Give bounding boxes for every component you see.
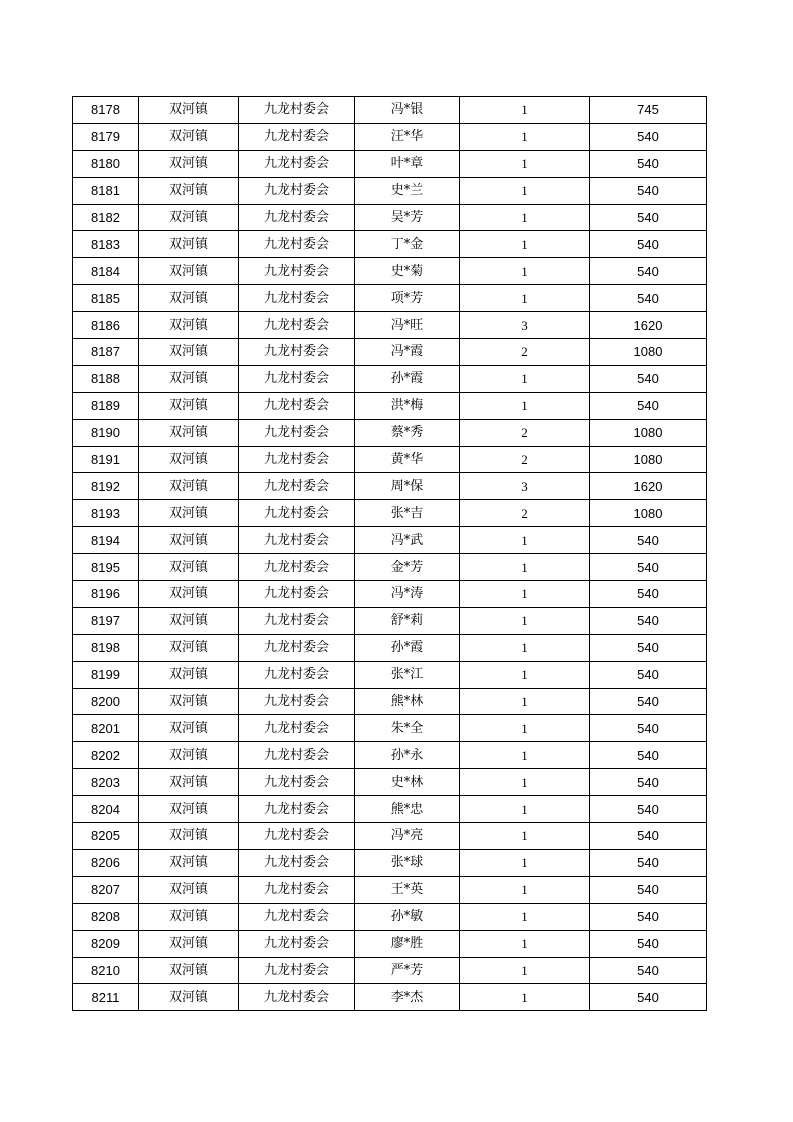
name-cell: 丁*金	[355, 231, 460, 258]
count-cell: 1	[460, 661, 590, 688]
town-cell: 双河镇	[139, 392, 239, 419]
count-cell: 1	[460, 231, 590, 258]
amount-cell: 540	[590, 634, 707, 661]
name-cell: 汪*华	[355, 123, 460, 150]
count-cell: 1	[460, 903, 590, 930]
village-committee-cell: 九龙村委会	[239, 796, 355, 823]
amount-cell: 540	[590, 661, 707, 688]
record-number-cell: 8196	[73, 581, 139, 608]
name-cell: 史*菊	[355, 258, 460, 285]
amount-cell: 540	[590, 823, 707, 850]
amount-cell: 540	[590, 554, 707, 581]
amount-cell: 540	[590, 903, 707, 930]
town-cell: 双河镇	[139, 984, 239, 1011]
count-cell: 1	[460, 365, 590, 392]
amount-cell: 1080	[590, 446, 707, 473]
table-row	[73, 177, 707, 204]
record-number-cell: 8194	[73, 527, 139, 554]
amount-cell: 540	[590, 177, 707, 204]
count-cell: 1	[460, 930, 590, 957]
name-cell: 吴*芳	[355, 204, 460, 231]
table-row	[73, 339, 707, 366]
town-cell: 双河镇	[139, 285, 239, 312]
table-row	[73, 903, 707, 930]
town-cell: 双河镇	[139, 715, 239, 742]
table-row	[73, 661, 707, 688]
record-number-cell: 8190	[73, 419, 139, 446]
amount-cell: 1080	[590, 339, 707, 366]
name-cell: 冯*涛	[355, 581, 460, 608]
count-cell: 1	[460, 150, 590, 177]
roster-table	[72, 96, 707, 1011]
table-row	[73, 849, 707, 876]
town-cell: 双河镇	[139, 150, 239, 177]
village-committee-cell: 九龙村委会	[239, 903, 355, 930]
count-cell: 1	[460, 177, 590, 204]
amount-cell: 540	[590, 285, 707, 312]
count-cell: 1	[460, 581, 590, 608]
village-committee-cell: 九龙村委会	[239, 123, 355, 150]
count-cell: 1	[460, 204, 590, 231]
table-row	[73, 285, 707, 312]
village-committee-cell: 九龙村委会	[239, 849, 355, 876]
record-number-cell: 8181	[73, 177, 139, 204]
count-cell: 1	[460, 258, 590, 285]
record-number-cell: 8208	[73, 903, 139, 930]
amount-cell: 540	[590, 715, 707, 742]
record-number-cell: 8198	[73, 634, 139, 661]
town-cell: 双河镇	[139, 554, 239, 581]
record-number-cell: 8205	[73, 823, 139, 850]
amount-cell: 540	[590, 849, 707, 876]
count-cell: 1	[460, 392, 590, 419]
record-number-cell: 8199	[73, 661, 139, 688]
town-cell: 双河镇	[139, 446, 239, 473]
town-cell: 双河镇	[139, 607, 239, 634]
town-cell: 双河镇	[139, 312, 239, 339]
record-number-cell: 8184	[73, 258, 139, 285]
record-number-cell: 8200	[73, 688, 139, 715]
village-committee-cell: 九龙村委会	[239, 661, 355, 688]
table-row	[73, 123, 707, 150]
table-row	[73, 500, 707, 527]
record-number-cell: 8179	[73, 123, 139, 150]
village-committee-cell: 九龙村委会	[239, 97, 355, 124]
name-cell: 史*兰	[355, 177, 460, 204]
village-committee-cell: 九龙村委会	[239, 715, 355, 742]
record-number-cell: 8178	[73, 97, 139, 124]
count-cell: 1	[460, 742, 590, 769]
table-row	[73, 876, 707, 903]
amount-cell: 540	[590, 392, 707, 419]
record-number-cell: 8189	[73, 392, 139, 419]
record-number-cell: 8191	[73, 446, 139, 473]
amount-cell: 540	[590, 258, 707, 285]
amount-cell: 1080	[590, 500, 707, 527]
record-number-cell: 8202	[73, 742, 139, 769]
village-committee-cell: 九龙村委会	[239, 607, 355, 634]
town-cell: 双河镇	[139, 849, 239, 876]
village-committee-cell: 九龙村委会	[239, 258, 355, 285]
village-committee-cell: 九龙村委会	[239, 312, 355, 339]
village-committee-cell: 九龙村委会	[239, 823, 355, 850]
amount-cell: 540	[590, 150, 707, 177]
name-cell: 熊*林	[355, 688, 460, 715]
amount-cell: 540	[590, 527, 707, 554]
amount-cell: 1620	[590, 312, 707, 339]
name-cell: 孙*霞	[355, 365, 460, 392]
record-number-cell: 8180	[73, 150, 139, 177]
town-cell: 双河镇	[139, 876, 239, 903]
table-row	[73, 984, 707, 1011]
count-cell: 1	[460, 715, 590, 742]
name-cell: 史*林	[355, 769, 460, 796]
name-cell: 李*杰	[355, 984, 460, 1011]
amount-cell: 540	[590, 365, 707, 392]
village-committee-cell: 九龙村委会	[239, 446, 355, 473]
town-cell: 双河镇	[139, 661, 239, 688]
village-committee-cell: 九龙村委会	[239, 688, 355, 715]
record-number-cell: 8206	[73, 849, 139, 876]
town-cell: 双河镇	[139, 930, 239, 957]
village-committee-cell: 九龙村委会	[239, 339, 355, 366]
village-committee-cell: 九龙村委会	[239, 527, 355, 554]
table-row	[73, 204, 707, 231]
table-row	[73, 607, 707, 634]
record-number-cell: 8201	[73, 715, 139, 742]
village-committee-cell: 九龙村委会	[239, 177, 355, 204]
town-cell: 双河镇	[139, 339, 239, 366]
record-number-cell: 8203	[73, 769, 139, 796]
table-row	[73, 365, 707, 392]
record-number-cell: 8209	[73, 930, 139, 957]
table-row	[73, 446, 707, 473]
name-cell: 孙*敏	[355, 903, 460, 930]
table-row	[73, 796, 707, 823]
count-cell: 1	[460, 957, 590, 984]
village-committee-cell: 九龙村委会	[239, 930, 355, 957]
record-number-cell: 8197	[73, 607, 139, 634]
town-cell: 双河镇	[139, 903, 239, 930]
table-row	[73, 150, 707, 177]
table-row	[73, 957, 707, 984]
town-cell: 双河镇	[139, 177, 239, 204]
town-cell: 双河镇	[139, 97, 239, 124]
village-committee-cell: 九龙村委会	[239, 554, 355, 581]
town-cell: 双河镇	[139, 957, 239, 984]
table-row	[73, 392, 707, 419]
count-cell: 1	[460, 607, 590, 634]
town-cell: 双河镇	[139, 823, 239, 850]
name-cell: 廖*胜	[355, 930, 460, 957]
amount-cell: 540	[590, 769, 707, 796]
name-cell: 黄*华	[355, 446, 460, 473]
table-row	[73, 312, 707, 339]
table-row	[73, 581, 707, 608]
name-cell: 洪*梅	[355, 392, 460, 419]
table-row	[73, 419, 707, 446]
village-committee-cell: 九龙村委会	[239, 634, 355, 661]
table-row	[73, 473, 707, 500]
town-cell: 双河镇	[139, 634, 239, 661]
town-cell: 双河镇	[139, 742, 239, 769]
name-cell: 冯*银	[355, 97, 460, 124]
table-row	[73, 527, 707, 554]
village-committee-cell: 九龙村委会	[239, 769, 355, 796]
town-cell: 双河镇	[139, 419, 239, 446]
village-committee-cell: 九龙村委会	[239, 150, 355, 177]
name-cell: 项*芳	[355, 285, 460, 312]
table-row	[73, 97, 707, 124]
amount-cell: 1080	[590, 419, 707, 446]
record-number-cell: 8187	[73, 339, 139, 366]
count-cell: 1	[460, 688, 590, 715]
record-number-cell: 8193	[73, 500, 139, 527]
name-cell: 蔡*秀	[355, 419, 460, 446]
table-row	[73, 930, 707, 957]
count-cell: 2	[460, 446, 590, 473]
table-row	[73, 231, 707, 258]
town-cell: 双河镇	[139, 231, 239, 258]
amount-cell: 540	[590, 231, 707, 258]
amount-cell: 540	[590, 581, 707, 608]
name-cell: 孙*永	[355, 742, 460, 769]
table-row	[73, 823, 707, 850]
name-cell: 冯*武	[355, 527, 460, 554]
table-row	[73, 715, 707, 742]
name-cell: 周*保	[355, 473, 460, 500]
record-number-cell: 8211	[73, 984, 139, 1011]
village-committee-cell: 九龙村委会	[239, 473, 355, 500]
village-committee-cell: 九龙村委会	[239, 876, 355, 903]
amount-cell: 540	[590, 742, 707, 769]
count-cell: 1	[460, 984, 590, 1011]
record-number-cell: 8185	[73, 285, 139, 312]
record-number-cell: 8183	[73, 231, 139, 258]
count-cell: 1	[460, 285, 590, 312]
town-cell: 双河镇	[139, 581, 239, 608]
count-cell: 2	[460, 419, 590, 446]
amount-cell: 540	[590, 204, 707, 231]
village-committee-cell: 九龙村委会	[239, 500, 355, 527]
amount-cell: 540	[590, 984, 707, 1011]
count-cell: 3	[460, 312, 590, 339]
village-committee-cell: 九龙村委会	[239, 957, 355, 984]
amount-cell: 540	[590, 607, 707, 634]
count-cell: 1	[460, 527, 590, 554]
town-cell: 双河镇	[139, 527, 239, 554]
record-number-cell: 8204	[73, 796, 139, 823]
town-cell: 双河镇	[139, 688, 239, 715]
town-cell: 双河镇	[139, 500, 239, 527]
record-number-cell: 8210	[73, 957, 139, 984]
village-committee-cell: 九龙村委会	[239, 365, 355, 392]
name-cell: 冯*霞	[355, 339, 460, 366]
amount-cell: 540	[590, 957, 707, 984]
record-number-cell: 8182	[73, 204, 139, 231]
village-committee-cell: 九龙村委会	[239, 231, 355, 258]
village-committee-cell: 九龙村委会	[239, 285, 355, 312]
town-cell: 双河镇	[139, 473, 239, 500]
name-cell: 冯*旺	[355, 312, 460, 339]
village-committee-cell: 九龙村委会	[239, 419, 355, 446]
town-cell: 双河镇	[139, 796, 239, 823]
table-row	[73, 769, 707, 796]
count-cell: 1	[460, 823, 590, 850]
count-cell: 1	[460, 97, 590, 124]
name-cell: 金*芳	[355, 554, 460, 581]
town-cell: 双河镇	[139, 204, 239, 231]
table-row	[73, 688, 707, 715]
table-row	[73, 258, 707, 285]
table-row	[73, 742, 707, 769]
town-cell: 双河镇	[139, 123, 239, 150]
table-row	[73, 634, 707, 661]
name-cell: 叶*章	[355, 150, 460, 177]
name-cell: 王*英	[355, 876, 460, 903]
count-cell: 1	[460, 123, 590, 150]
count-cell: 1	[460, 796, 590, 823]
name-cell: 朱*全	[355, 715, 460, 742]
name-cell: 舒*莉	[355, 607, 460, 634]
count-cell: 1	[460, 769, 590, 796]
town-cell: 双河镇	[139, 365, 239, 392]
village-committee-cell: 九龙村委会	[239, 742, 355, 769]
count-cell: 2	[460, 500, 590, 527]
count-cell: 1	[460, 849, 590, 876]
amount-cell: 540	[590, 796, 707, 823]
name-cell: 熊*忠	[355, 796, 460, 823]
town-cell: 双河镇	[139, 769, 239, 796]
amount-cell: 540	[590, 123, 707, 150]
village-committee-cell: 九龙村委会	[239, 581, 355, 608]
amount-cell: 540	[590, 930, 707, 957]
amount-cell: 540	[590, 876, 707, 903]
name-cell: 张*江	[355, 661, 460, 688]
name-cell: 张*吉	[355, 500, 460, 527]
count-cell: 3	[460, 473, 590, 500]
amount-cell: 1620	[590, 473, 707, 500]
name-cell: 孙*霞	[355, 634, 460, 661]
table-row	[73, 554, 707, 581]
record-number-cell: 8195	[73, 554, 139, 581]
name-cell: 张*球	[355, 849, 460, 876]
town-cell: 双河镇	[139, 258, 239, 285]
record-number-cell: 8207	[73, 876, 139, 903]
count-cell: 2	[460, 339, 590, 366]
amount-cell: 540	[590, 688, 707, 715]
record-number-cell: 8188	[73, 365, 139, 392]
count-cell: 1	[460, 554, 590, 581]
name-cell: 严*芳	[355, 957, 460, 984]
count-cell: 1	[460, 876, 590, 903]
record-number-cell: 8192	[73, 473, 139, 500]
village-committee-cell: 九龙村委会	[239, 204, 355, 231]
record-number-cell: 8186	[73, 312, 139, 339]
roster-table-body	[73, 97, 707, 1011]
count-cell: 1	[460, 634, 590, 661]
amount-cell: 745	[590, 97, 707, 124]
village-committee-cell: 九龙村委会	[239, 984, 355, 1011]
name-cell: 冯*亮	[355, 823, 460, 850]
village-committee-cell: 九龙村委会	[239, 392, 355, 419]
